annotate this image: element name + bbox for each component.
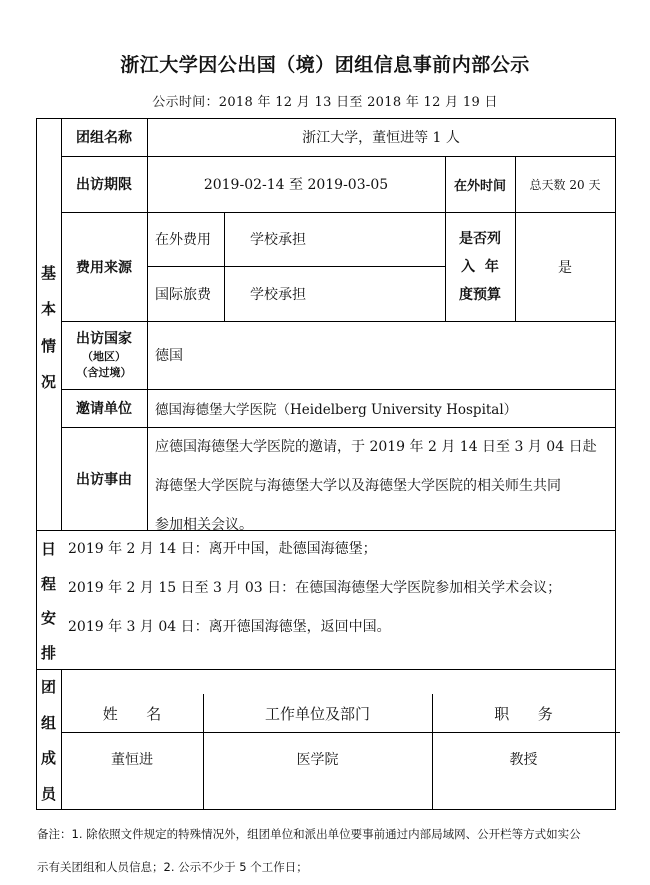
- section-label-char: 基: [40, 264, 56, 282]
- abroad-time-label: 在外时间: [453, 178, 506, 194]
- section-label-char: 日: [40, 540, 56, 558]
- section-label-basic: [36, 262, 61, 392]
- page-title: 浙江大学因公出国（境）团组信息事前内部公示: [120, 54, 530, 76]
- publicity-period: 公示时间：2018 年 12 月 13 日至 2018 年 12 月 19 日: [152, 95, 498, 110]
- country-value: 德国: [155, 348, 183, 364]
- section-label-schedule: [36, 538, 61, 663]
- purpose-line: 海德堡大学医院与海德堡大学以及海德堡大学医院的相关师生共同: [155, 478, 561, 494]
- abroad-cost-label: 在外费用: [155, 232, 211, 248]
- section-label-char: 员: [40, 784, 56, 803]
- budget-label-line: 入 年: [461, 258, 499, 275]
- country-label: [61, 321, 147, 389]
- budget-value: 是: [558, 259, 572, 276]
- inviter-label: 邀请单位: [76, 401, 132, 417]
- member-unit: 医学院: [296, 752, 339, 768]
- abroad-cost-value: 学校承担: [250, 232, 306, 248]
- section-label-char: 况: [40, 372, 56, 391]
- footnote-line: 备注：1. 除依照文件规定的特殊情况外，组团单位和派出单位要事前通过内部局域网、公开栏等方式如实公: [37, 827, 581, 841]
- section-label-char: 组: [40, 713, 56, 732]
- purpose-text: [155, 428, 613, 545]
- purpose-line: 参加相关会议。: [155, 517, 253, 533]
- travel-cost-label: 国际旅费: [155, 286, 211, 303]
- section-label-char: 情: [40, 336, 56, 355]
- country-label-main: 出访国家: [76, 331, 132, 347]
- purpose-label: 出访事由: [76, 471, 132, 488]
- funding-source-label: 费用来源: [76, 259, 132, 276]
- visit-period-value: 2019-02-14 至 2019-03-05: [203, 177, 389, 193]
- group-name-value: 浙江大学，董恒进等 1 人: [302, 130, 460, 146]
- group-name-label: 团组名称: [76, 130, 132, 146]
- country-label-sub: （地区）: [82, 350, 126, 363]
- country-label-sub: （含过境）: [76, 366, 132, 379]
- section-label-char: 团: [40, 678, 56, 696]
- section-label-char: 排: [40, 643, 56, 662]
- member-name: 董恒进: [111, 752, 153, 768]
- budget-label-line: 度预算: [459, 286, 501, 303]
- visit-period-label: 出访期限: [76, 177, 132, 193]
- member-header-name: 姓 名: [102, 704, 162, 723]
- budget-label-line: 是否列: [459, 230, 501, 247]
- footnote-line: 示有关团组和人员信息；2. 公示不少于 5 个工作日；: [37, 860, 308, 874]
- inviter-value: 德国海德堡大学医院（Heidelberg University Hospital）: [155, 402, 518, 418]
- purpose-line: 应德国海德堡大学医院的邀请，于 2019 年 2 月 14 日至 3 月 04 日赴: [155, 439, 597, 455]
- budget-label: [445, 212, 515, 321]
- section-label-members: [36, 676, 61, 804]
- section-label-char: 成: [40, 749, 56, 768]
- schedule-item: 2019 年 2 月 14 日：离开中国，赴德国海德堡；: [68, 541, 377, 557]
- footnote: [37, 818, 627, 884]
- member-header-unit: 工作单位及部门: [264, 704, 370, 723]
- member-header-position: 职 务: [494, 704, 553, 723]
- schedule-list: [68, 530, 613, 647]
- section-label-char: 程: [40, 574, 56, 593]
- member-position: 教授: [509, 752, 538, 768]
- section-label-char: 本: [40, 300, 56, 319]
- schedule-item: 2019 年 3 月 04 日：离开德国海德堡，返回中国。: [68, 619, 391, 635]
- abroad-time-value: 总天数 20 天: [529, 177, 601, 192]
- schedule-item: 2019 年 2 月 15 日至 3 月 03 日：在德国海德堡大学医院参加相关学术会议；: [68, 580, 562, 596]
- section-label-char: 安: [40, 609, 56, 628]
- travel-cost-value: 学校承担: [250, 286, 306, 303]
